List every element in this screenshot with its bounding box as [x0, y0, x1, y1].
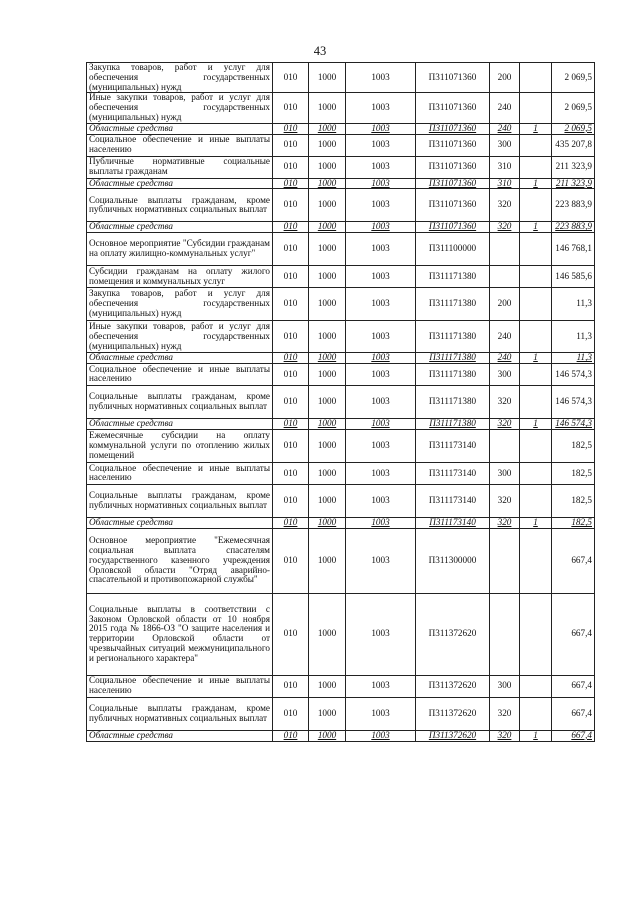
table-row — [87, 528, 595, 593]
cell-name: Социальные выплаты гражданам, кроме публичных нормативных социальных выплат — [87, 385, 273, 418]
cell-vr: 200 — [490, 63, 520, 93]
cell-name: Областные средства — [87, 178, 273, 189]
cell-pr: 1003 — [346, 93, 416, 123]
cell-ist: 1 — [520, 730, 552, 741]
cell-pr: 1003 — [346, 178, 416, 189]
cell-pr: 1003 — [346, 63, 416, 93]
cell-cs: П311071360 — [416, 156, 490, 178]
cell-gr: 010 — [273, 730, 309, 741]
cell-vr: 240 — [490, 123, 520, 134]
cell-cs: П311071360 — [416, 178, 490, 189]
cell-vr: 300 — [490, 134, 520, 156]
cell-gr: 010 — [273, 675, 309, 697]
cell-rz: 1000 — [309, 385, 346, 418]
table-row — [87, 233, 595, 266]
cell-ist — [520, 93, 552, 123]
cell-pr: 1003 — [346, 429, 416, 462]
cell-ist — [520, 134, 552, 156]
cell-ist: 1 — [520, 517, 552, 528]
cell-gr: 010 — [273, 156, 309, 178]
cell-cs: П311100000 — [416, 233, 490, 266]
cell-sum: 667,4 — [552, 697, 595, 730]
cell-cs: П311171380 — [416, 288, 490, 321]
table-row — [87, 593, 595, 675]
budget-table — [86, 62, 595, 742]
cell-pr: 1003 — [346, 593, 416, 675]
cell-gr: 010 — [273, 418, 309, 429]
cell-vr: 320 — [490, 730, 520, 741]
cell-ist — [520, 484, 552, 517]
cell-pr: 1003 — [346, 462, 416, 484]
table-body — [87, 63, 595, 742]
cell-ist: 1 — [520, 353, 552, 364]
cell-name: Областные средства — [87, 517, 273, 528]
table-row — [87, 266, 595, 288]
cell-gr: 010 — [273, 697, 309, 730]
cell-sum: 182,5 — [552, 462, 595, 484]
cell-sum: 223 883,9 — [552, 222, 595, 233]
cell-rz: 1000 — [309, 93, 346, 123]
cell-ist — [520, 266, 552, 288]
cell-rz: 1000 — [309, 189, 346, 222]
cell-pr: 1003 — [346, 675, 416, 697]
cell-gr: 010 — [273, 517, 309, 528]
cell-gr: 010 — [273, 462, 309, 484]
cell-ist — [520, 429, 552, 462]
cell-ist — [520, 675, 552, 697]
cell-vr: 300 — [490, 675, 520, 697]
cell-pr: 1003 — [346, 189, 416, 222]
cell-sum: 146 574,3 — [552, 418, 595, 429]
cell-name: Социальное обеспечение и иные выплаты населению — [87, 363, 273, 385]
cell-cs: П311071360 — [416, 189, 490, 222]
table-row — [87, 321, 595, 353]
cell-sum: 667,4 — [552, 593, 595, 675]
cell-ist — [520, 385, 552, 418]
cell-name: Областные средства — [87, 418, 273, 429]
cell-rz: 1000 — [309, 697, 346, 730]
table-row — [87, 363, 595, 385]
cell-pr: 1003 — [346, 266, 416, 288]
cell-gr: 010 — [273, 222, 309, 233]
cell-cs: П311071360 — [416, 63, 490, 93]
cell-name: Закупка товаров, работ и услуг для обеспечения государственных (муниципальных) нужд — [87, 288, 273, 321]
cell-sum: 223 883,9 — [552, 189, 595, 222]
cell-pr: 1003 — [346, 233, 416, 266]
cell-gr: 010 — [273, 528, 309, 593]
cell-rz: 1000 — [309, 517, 346, 528]
cell-rz: 1000 — [309, 363, 346, 385]
cell-vr — [490, 429, 520, 462]
cell-ist: 1 — [520, 178, 552, 189]
cell-vr: 320 — [490, 517, 520, 528]
table-row — [87, 156, 595, 178]
cell-rz: 1000 — [309, 418, 346, 429]
cell-vr: 240 — [490, 93, 520, 123]
cell-rz: 1000 — [309, 266, 346, 288]
cell-cs: П311372620 — [416, 697, 490, 730]
cell-vr: 310 — [490, 178, 520, 189]
cell-sum: 146 574,3 — [552, 363, 595, 385]
cell-gr: 010 — [273, 134, 309, 156]
cell-vr: 240 — [490, 321, 520, 353]
cell-rz: 1000 — [309, 288, 346, 321]
cell-gr: 010 — [273, 189, 309, 222]
table-row — [87, 134, 595, 156]
cell-gr: 010 — [273, 233, 309, 266]
cell-rz: 1000 — [309, 353, 346, 364]
cell-sum: 2 069,5 — [552, 93, 595, 123]
cell-cs: П311071360 — [416, 123, 490, 134]
cell-vr: 320 — [490, 697, 520, 730]
cell-pr: 1003 — [346, 222, 416, 233]
cell-sum: 11,3 — [552, 353, 595, 364]
cell-vr: 320 — [490, 418, 520, 429]
cell-sum: 211 323,9 — [552, 178, 595, 189]
cell-sum: 667,4 — [552, 730, 595, 741]
cell-sum: 182,5 — [552, 484, 595, 517]
cell-vr: 200 — [490, 288, 520, 321]
cell-vr — [490, 233, 520, 266]
cell-vr — [490, 528, 520, 593]
cell-name: Областные средства — [87, 730, 273, 741]
cell-rz: 1000 — [309, 63, 346, 93]
cell-sum: 182,5 — [552, 429, 595, 462]
cell-ist — [520, 63, 552, 93]
cell-cs: П311171380 — [416, 266, 490, 288]
table-row — [87, 63, 595, 93]
cell-gr: 010 — [273, 93, 309, 123]
cell-pr: 1003 — [346, 353, 416, 364]
table-row — [87, 675, 595, 697]
cell-cs: П311372620 — [416, 593, 490, 675]
cell-ist — [520, 288, 552, 321]
table-row — [87, 123, 595, 134]
cell-cs: П311071360 — [416, 222, 490, 233]
cell-name: Социальное обеспечение и иные выплаты населению — [87, 134, 273, 156]
cell-ist — [520, 363, 552, 385]
table-row — [87, 517, 595, 528]
cell-cs: П311171380 — [416, 385, 490, 418]
cell-name: Областные средства — [87, 123, 273, 134]
cell-rz: 1000 — [309, 528, 346, 593]
cell-cs: П311171380 — [416, 353, 490, 364]
table-row — [87, 189, 595, 222]
cell-name: Публичные нормативные социальные выплаты гражданам — [87, 156, 273, 178]
cell-gr: 010 — [273, 385, 309, 418]
cell-pr: 1003 — [346, 418, 416, 429]
cell-gr: 010 — [273, 363, 309, 385]
cell-sum: 435 207,8 — [552, 134, 595, 156]
cell-pr: 1003 — [346, 123, 416, 134]
cell-cs: П311171380 — [416, 321, 490, 353]
cell-sum: 2 069,5 — [552, 123, 595, 134]
cell-name: Иные закупки товаров, работ и услуг для обеспечения государственных (муниципальных) нужд — [87, 93, 273, 123]
cell-ist — [520, 593, 552, 675]
cell-rz: 1000 — [309, 156, 346, 178]
table-row — [87, 288, 595, 321]
cell-cs: П311372620 — [416, 675, 490, 697]
cell-pr: 1003 — [346, 484, 416, 517]
cell-rz: 1000 — [309, 123, 346, 134]
cell-name: Закупка товаров, работ и услуг для обеспечения государственных (муниципальных) нужд — [87, 63, 273, 93]
cell-name: Областные средства — [87, 353, 273, 364]
cell-name: Основное мероприятие "Ежемесячная социальная выплата спасателям государственного казенного учреждения Орловской области "Отряд аварийно-спасательной и противопожарной службы" — [87, 528, 273, 593]
cell-rz: 1000 — [309, 134, 346, 156]
cell-vr — [490, 593, 520, 675]
cell-gr: 010 — [273, 484, 309, 517]
cell-rz: 1000 — [309, 178, 346, 189]
cell-rz: 1000 — [309, 730, 346, 741]
table-row — [87, 462, 595, 484]
cell-gr: 010 — [273, 353, 309, 364]
cell-sum: 667,4 — [552, 528, 595, 593]
cell-vr: 320 — [490, 385, 520, 418]
cell-vr: 310 — [490, 156, 520, 178]
cell-ist — [520, 189, 552, 222]
cell-pr: 1003 — [346, 156, 416, 178]
cell-name: Основное мероприятие "Субсидии гражданам на оплату жилищно-коммунальных услуг" — [87, 233, 273, 266]
table-row — [87, 418, 595, 429]
cell-cs: П311171380 — [416, 418, 490, 429]
cell-ist — [520, 697, 552, 730]
table-row — [87, 484, 595, 517]
cell-sum: 211 323,9 — [552, 156, 595, 178]
cell-ist — [520, 233, 552, 266]
cell-name: Социальные выплаты гражданам, кроме публичных нормативных социальных выплат — [87, 189, 273, 222]
table-row — [87, 697, 595, 730]
cell-sum: 2 069,5 — [552, 63, 595, 93]
cell-ist — [520, 528, 552, 593]
cell-name: Иные закупки товаров, работ и услуг для обеспечения государственных (муниципальных) нужд — [87, 321, 273, 353]
cell-rz: 1000 — [309, 429, 346, 462]
cell-rz: 1000 — [309, 484, 346, 517]
cell-rz: 1000 — [309, 593, 346, 675]
cell-name: Субсидии гражданам на оплату жилого помещения и коммунальных услуг — [87, 266, 273, 288]
cell-sum: 146 768,1 — [552, 233, 595, 266]
cell-ist — [520, 321, 552, 353]
cell-sum: 667,4 — [552, 675, 595, 697]
cell-pr: 1003 — [346, 517, 416, 528]
cell-gr: 010 — [273, 266, 309, 288]
table-row — [87, 730, 595, 741]
cell-vr: 240 — [490, 353, 520, 364]
cell-sum: 146 585,6 — [552, 266, 595, 288]
cell-cs: П311300000 — [416, 528, 490, 593]
cell-ist — [520, 156, 552, 178]
cell-name: Ежемесячные субсидии на оплату коммунальной услуги по отоплению жилых помещений — [87, 429, 273, 462]
cell-pr: 1003 — [346, 321, 416, 353]
cell-gr: 010 — [273, 429, 309, 462]
cell-cs: П311171380 — [416, 363, 490, 385]
cell-sum: 146 574,3 — [552, 385, 595, 418]
cell-ist: 1 — [520, 418, 552, 429]
cell-rz: 1000 — [309, 675, 346, 697]
cell-vr: 320 — [490, 222, 520, 233]
cell-rz: 1000 — [309, 462, 346, 484]
table-row — [87, 222, 595, 233]
cell-rz: 1000 — [309, 321, 346, 353]
cell-sum: 182,5 — [552, 517, 595, 528]
cell-cs: П311071360 — [416, 93, 490, 123]
table-row — [87, 385, 595, 418]
table-row — [87, 429, 595, 462]
table-row — [87, 178, 595, 189]
cell-rz: 1000 — [309, 222, 346, 233]
cell-gr: 010 — [273, 178, 309, 189]
cell-gr: 010 — [273, 123, 309, 134]
cell-gr: 010 — [273, 593, 309, 675]
cell-name: Социальные выплаты в соответствии с Законом Орловской области от 10 ноября 2015 года № 1866-ОЗ "О защите населения и территории Орловской области от чрезвычайных ситуаций межмуниципального и регионального характера" — [87, 593, 273, 675]
cell-pr: 1003 — [346, 730, 416, 741]
cell-ist: 1 — [520, 123, 552, 134]
cell-pr: 1003 — [346, 528, 416, 593]
cell-pr: 1003 — [346, 385, 416, 418]
cell-pr: 1003 — [346, 134, 416, 156]
cell-gr: 010 — [273, 321, 309, 353]
cell-ist: 1 — [520, 222, 552, 233]
cell-gr: 010 — [273, 63, 309, 93]
cell-cs: П311071360 — [416, 134, 490, 156]
table-row — [87, 353, 595, 364]
cell-name: Социальные выплаты гражданам, кроме публичных нормативных социальных выплат — [87, 484, 273, 517]
cell-vr — [490, 266, 520, 288]
cell-cs: П311372620 — [416, 730, 490, 741]
table-row — [87, 93, 595, 123]
cell-sum: 11,3 — [552, 321, 595, 353]
cell-name: Областные средства — [87, 222, 273, 233]
cell-name: Социальное обеспечение и иные выплаты населению — [87, 462, 273, 484]
cell-pr: 1003 — [346, 288, 416, 321]
cell-cs: П311173140 — [416, 484, 490, 517]
cell-name: Социальные выплаты гражданам, кроме публичных нормативных социальных выплат — [87, 697, 273, 730]
cell-sum: 11,3 — [552, 288, 595, 321]
cell-rz: 1000 — [309, 233, 346, 266]
cell-cs: П311173140 — [416, 429, 490, 462]
cell-pr: 1003 — [346, 363, 416, 385]
cell-cs: П311173140 — [416, 517, 490, 528]
cell-vr: 300 — [490, 462, 520, 484]
cell-vr: 300 — [490, 363, 520, 385]
page-number: 43 — [313, 44, 327, 58]
cell-ist — [520, 462, 552, 484]
cell-name: Социальное обеспечение и иные выплаты населению — [87, 675, 273, 697]
cell-vr: 320 — [490, 484, 520, 517]
cell-pr: 1003 — [346, 697, 416, 730]
cell-gr: 010 — [273, 288, 309, 321]
cell-vr: 320 — [490, 189, 520, 222]
cell-cs: П311173140 — [416, 462, 490, 484]
